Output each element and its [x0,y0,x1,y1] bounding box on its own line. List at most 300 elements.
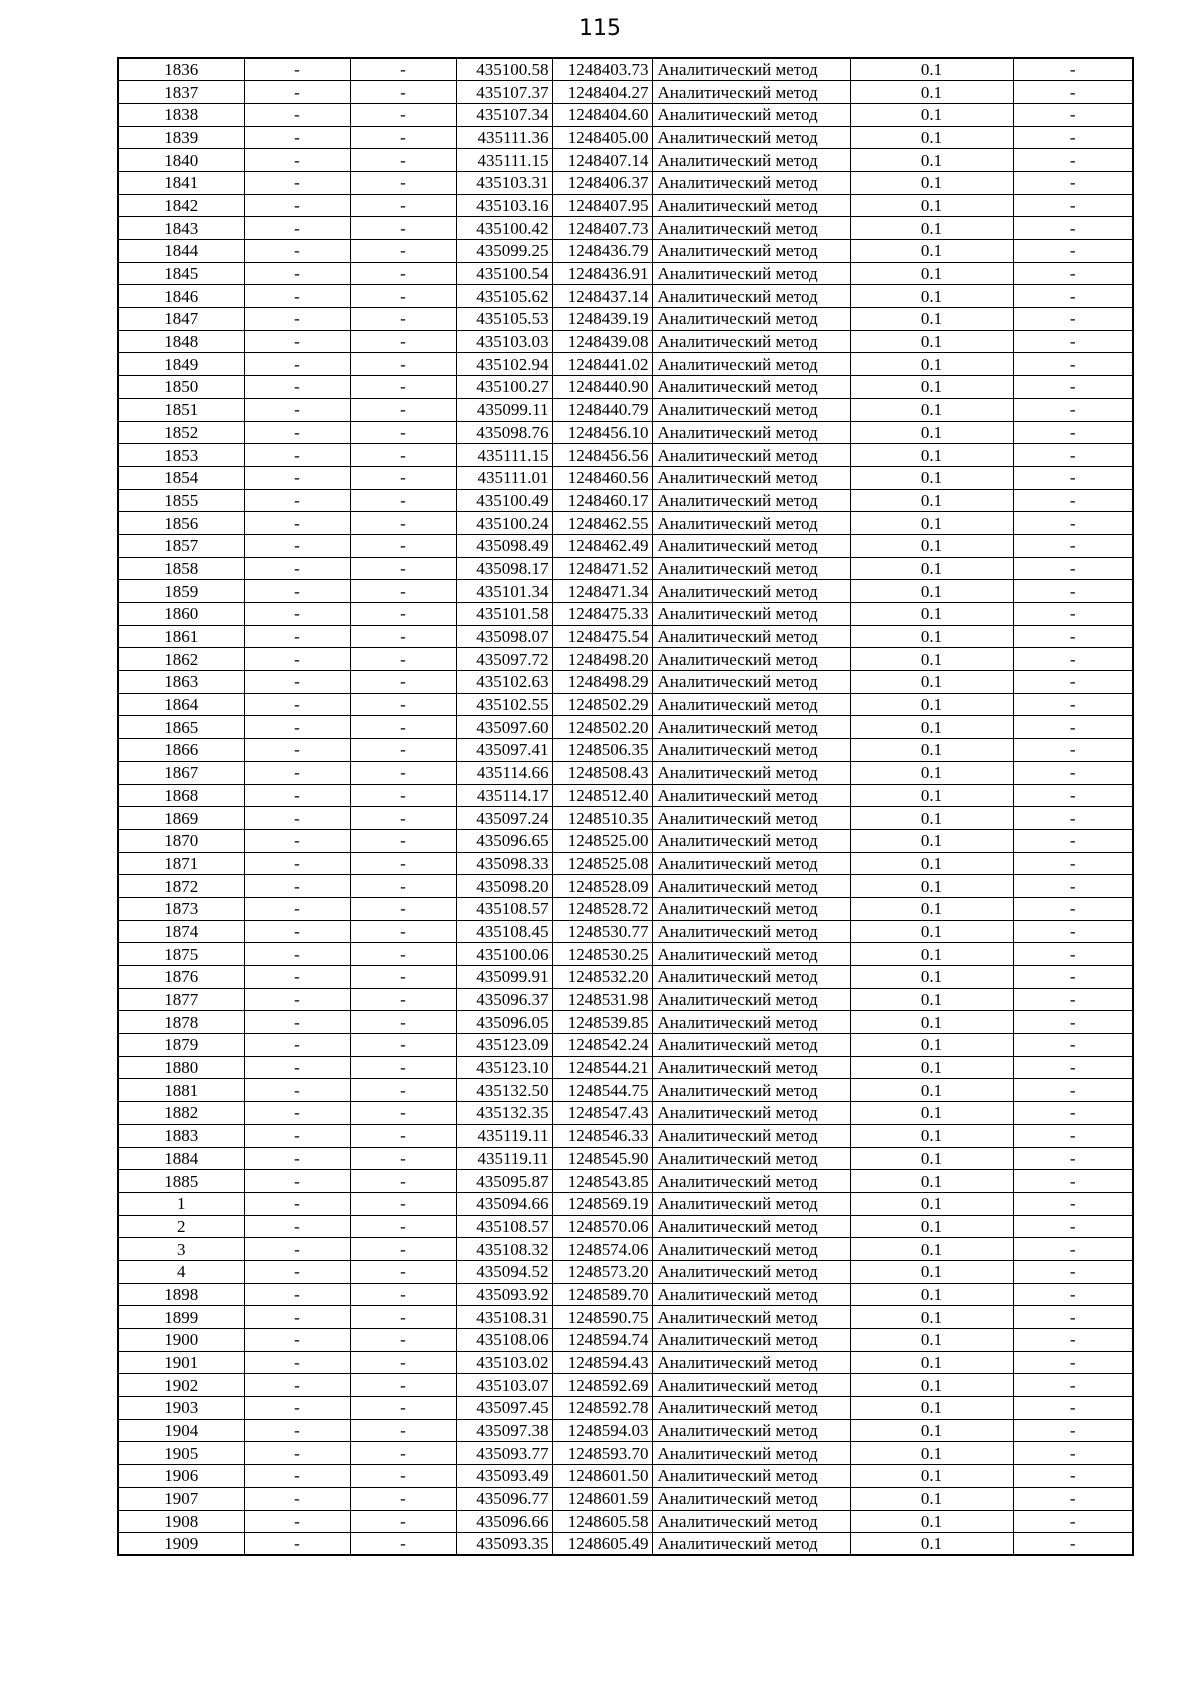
y-coordinate-cell: 1248605.58 [552,1510,652,1533]
table-row [118,557,1133,580]
method-cell: Аналитический метод [652,330,850,353]
method-cell: Аналитический метод [652,1510,850,1533]
empty-cell: - [244,1374,350,1397]
empty-cell: - [350,512,456,535]
method-cell: Аналитический метод [652,217,850,240]
accuracy-cell: 0.1 [850,988,1013,1011]
method-cell: Аналитический метод [652,240,850,263]
empty-cell: - [350,217,456,240]
point-number-cell: 1909 [118,1533,244,1556]
empty-cell: - [350,1487,456,1510]
empty-cell: - [244,897,350,920]
method-cell: Аналитический метод [652,716,850,739]
table-row [118,194,1133,217]
accuracy-cell: 0.1 [850,489,1013,512]
accuracy-cell: 0.1 [850,149,1013,172]
point-number-cell: 1880 [118,1056,244,1079]
x-coordinate-cell: 435108.06 [456,1329,552,1352]
x-coordinate-cell: 435123.09 [456,1034,552,1057]
note-cell: - [1013,852,1133,875]
empty-cell: - [244,1034,350,1057]
note-cell: - [1013,1351,1133,1374]
accuracy-cell: 0.1 [850,648,1013,671]
empty-cell: - [244,829,350,852]
x-coordinate-cell: 435132.35 [456,1102,552,1125]
table-row [118,1056,1133,1079]
method-cell: Аналитический метод [652,534,850,557]
empty-cell: - [350,285,456,308]
y-coordinate-cell: 1248525.00 [552,829,652,852]
table-row [118,829,1133,852]
point-number-cell: 2 [118,1215,244,1238]
y-coordinate-cell: 1248471.34 [552,580,652,603]
empty-cell: - [244,308,350,331]
note-cell: - [1013,126,1133,149]
empty-cell: - [350,784,456,807]
accuracy-cell: 0.1 [850,1238,1013,1261]
accuracy-cell: 0.1 [850,897,1013,920]
accuracy-cell: 0.1 [850,126,1013,149]
note-cell: - [1013,920,1133,943]
empty-cell: - [350,1079,456,1102]
method-cell: Аналитический метод [652,512,850,535]
table-row [118,1215,1133,1238]
empty-cell: - [350,852,456,875]
y-coordinate-cell: 1248506.35 [552,739,652,762]
empty-cell: - [350,376,456,399]
table-row [118,353,1133,376]
y-coordinate-cell: 1248574.06 [552,1238,652,1261]
empty-cell: - [350,966,456,989]
table-row [118,466,1133,489]
y-coordinate-cell: 1248436.79 [552,240,652,263]
empty-cell: - [350,444,456,467]
method-cell: Аналитический метод [652,262,850,285]
x-coordinate-cell: 435100.58 [456,58,552,81]
x-coordinate-cell: 435107.37 [456,81,552,104]
empty-cell: - [244,194,350,217]
table-row [118,126,1133,149]
empty-cell: - [350,716,456,739]
accuracy-cell: 0.1 [850,217,1013,240]
accuracy-cell: 0.1 [850,1397,1013,1420]
note-cell: - [1013,376,1133,399]
empty-cell: - [350,534,456,557]
empty-cell: - [350,1034,456,1057]
y-coordinate-cell: 1248590.75 [552,1306,652,1329]
note-cell: - [1013,625,1133,648]
empty-cell: - [244,103,350,126]
y-coordinate-cell: 1248570.06 [552,1215,652,1238]
accuracy-cell: 0.1 [850,920,1013,943]
x-coordinate-cell: 435093.35 [456,1533,552,1556]
point-number-cell: 1841 [118,171,244,194]
empty-cell: - [244,512,350,535]
method-cell: Аналитический метод [652,285,850,308]
method-cell: Аналитический метод [652,444,850,467]
point-number-cell: 1868 [118,784,244,807]
empty-cell: - [244,240,350,263]
x-coordinate-cell: 435099.11 [456,398,552,421]
x-coordinate-cell: 435119.11 [456,1147,552,1170]
point-number-cell: 1871 [118,852,244,875]
x-coordinate-cell: 435093.49 [456,1465,552,1488]
x-coordinate-cell: 435108.57 [456,1215,552,1238]
table-row [118,693,1133,716]
empty-cell: - [244,988,350,1011]
method-cell: Аналитический метод [652,126,850,149]
empty-cell: - [244,875,350,898]
empty-cell: - [244,1533,350,1556]
note-cell: - [1013,1442,1133,1465]
accuracy-cell: 0.1 [850,829,1013,852]
note-cell: - [1013,1374,1133,1397]
empty-cell: - [350,920,456,943]
y-coordinate-cell: 1248589.70 [552,1283,652,1306]
method-cell: Аналитический метод [652,1465,850,1488]
table-row [118,1329,1133,1352]
empty-cell: - [350,897,456,920]
table-row [118,1510,1133,1533]
accuracy-cell: 0.1 [850,171,1013,194]
x-coordinate-cell: 435102.63 [456,671,552,694]
table-row [118,534,1133,557]
accuracy-cell: 0.1 [850,693,1013,716]
empty-cell: - [244,1124,350,1147]
x-coordinate-cell: 435105.53 [456,308,552,331]
accuracy-cell: 0.1 [850,262,1013,285]
empty-cell: - [350,1397,456,1420]
empty-cell: - [244,693,350,716]
accuracy-cell: 0.1 [850,512,1013,535]
accuracy-cell: 0.1 [850,398,1013,421]
method-cell: Аналитический метод [652,784,850,807]
table-row [118,1102,1133,1125]
accuracy-cell: 0.1 [850,444,1013,467]
method-cell: Аналитический метод [652,1487,850,1510]
x-coordinate-cell: 435098.20 [456,875,552,898]
empty-cell: - [350,194,456,217]
accuracy-cell: 0.1 [850,1329,1013,1352]
empty-cell: - [244,1306,350,1329]
empty-cell: - [244,330,350,353]
y-coordinate-cell: 1248532.20 [552,966,652,989]
note-cell: - [1013,308,1133,331]
empty-cell: - [350,1442,456,1465]
table-row [118,1192,1133,1215]
empty-cell: - [244,1147,350,1170]
table-row [118,784,1133,807]
y-coordinate-cell: 1248498.29 [552,671,652,694]
method-cell: Аналитический метод [652,1397,850,1420]
empty-cell: - [350,126,456,149]
method-cell: Аналитический метод [652,1351,850,1374]
empty-cell: - [350,829,456,852]
x-coordinate-cell: 435101.58 [456,603,552,626]
empty-cell: - [350,943,456,966]
note-cell: - [1013,897,1133,920]
accuracy-cell: 0.1 [850,103,1013,126]
accuracy-cell: 0.1 [850,966,1013,989]
y-coordinate-cell: 1248525.08 [552,852,652,875]
x-coordinate-cell: 435103.02 [456,1351,552,1374]
empty-cell: - [350,1124,456,1147]
method-cell: Аналитический метод [652,1442,850,1465]
point-number-cell: 1903 [118,1397,244,1420]
empty-cell: - [244,1419,350,1442]
empty-cell: - [244,1102,350,1125]
y-coordinate-cell: 1248530.25 [552,943,652,966]
point-number-cell: 1851 [118,398,244,421]
empty-cell: - [350,625,456,648]
note-cell: - [1013,330,1133,353]
empty-cell: - [350,1533,456,1556]
x-coordinate-cell: 435102.55 [456,693,552,716]
method-cell: Аналитический метод [652,308,850,331]
method-cell: Аналитический метод [652,580,850,603]
note-cell: - [1013,1034,1133,1057]
note-cell: - [1013,1238,1133,1261]
x-coordinate-cell: 435097.72 [456,648,552,671]
empty-cell: - [244,534,350,557]
note-cell: - [1013,648,1133,671]
empty-cell: - [244,126,350,149]
point-number-cell: 4 [118,1260,244,1283]
x-coordinate-cell: 435096.77 [456,1487,552,1510]
table-row [118,330,1133,353]
point-number-cell: 1 [118,1192,244,1215]
point-number-cell: 1837 [118,81,244,104]
method-cell: Аналитический метод [652,1306,850,1329]
y-coordinate-cell: 1248460.17 [552,489,652,512]
empty-cell: - [244,1329,350,1352]
empty-cell: - [244,81,350,104]
method-cell: Аналитический метод [652,1034,850,1057]
x-coordinate-cell: 435097.38 [456,1419,552,1442]
empty-cell: - [244,1260,350,1283]
y-coordinate-cell: 1248456.56 [552,444,652,467]
y-coordinate-cell: 1248594.74 [552,1329,652,1352]
x-coordinate-cell: 435114.17 [456,784,552,807]
x-coordinate-cell: 435114.66 [456,761,552,784]
note-cell: - [1013,671,1133,694]
empty-cell: - [244,1170,350,1193]
table-row [118,1260,1133,1283]
method-cell: Аналитический метод [652,1260,850,1283]
note-cell: - [1013,1397,1133,1420]
note-cell: - [1013,1170,1133,1193]
x-coordinate-cell: 435097.45 [456,1397,552,1420]
method-cell: Аналитический метод [652,353,850,376]
point-number-cell: 1901 [118,1351,244,1374]
note-cell: - [1013,171,1133,194]
y-coordinate-cell: 1248456.10 [552,421,652,444]
note-cell: - [1013,1192,1133,1215]
empty-cell: - [350,1102,456,1125]
note-cell: - [1013,1465,1133,1488]
y-coordinate-cell: 1248531.98 [552,988,652,1011]
method-cell: Аналитический метод [652,1079,850,1102]
empty-cell: - [244,1056,350,1079]
point-number-cell: 1859 [118,580,244,603]
y-coordinate-cell: 1248460.56 [552,466,652,489]
point-number-cell: 1898 [118,1283,244,1306]
point-number-cell: 1904 [118,1419,244,1442]
table-row [118,739,1133,762]
point-number-cell: 1882 [118,1102,244,1125]
note-cell: - [1013,829,1133,852]
coordinates-table [117,57,1134,1556]
table-row [118,852,1133,875]
accuracy-cell: 0.1 [850,1487,1013,1510]
table-row [118,376,1133,399]
accuracy-cell: 0.1 [850,81,1013,104]
point-number-cell: 1854 [118,466,244,489]
accuracy-cell: 0.1 [850,784,1013,807]
point-number-cell: 1883 [118,1124,244,1147]
table-row [118,1034,1133,1057]
y-coordinate-cell: 1248407.73 [552,217,652,240]
table-row [118,58,1133,81]
note-cell: - [1013,285,1133,308]
table-row [118,512,1133,535]
x-coordinate-cell: 435108.31 [456,1306,552,1329]
empty-cell: - [350,1260,456,1283]
y-coordinate-cell: 1248404.27 [552,81,652,104]
y-coordinate-cell: 1248440.79 [552,398,652,421]
empty-cell: - [244,716,350,739]
empty-cell: - [350,398,456,421]
x-coordinate-cell: 435100.42 [456,217,552,240]
x-coordinate-cell: 435098.17 [456,557,552,580]
note-cell: - [1013,943,1133,966]
empty-cell: - [244,784,350,807]
note-cell: - [1013,81,1133,104]
empty-cell: - [350,240,456,263]
method-cell: Аналитический метод [652,943,850,966]
table-row [118,444,1133,467]
point-number-cell: 1858 [118,557,244,580]
empty-cell: - [350,1283,456,1306]
x-coordinate-cell: 435096.65 [456,829,552,852]
point-number-cell: 1879 [118,1034,244,1057]
note-cell: - [1013,1056,1133,1079]
empty-cell: - [244,625,350,648]
note-cell: - [1013,217,1133,240]
table-row [118,988,1133,1011]
point-number-cell: 3 [118,1238,244,1261]
empty-cell: - [244,671,350,694]
point-number-cell: 1848 [118,330,244,353]
point-number-cell: 1838 [118,103,244,126]
y-coordinate-cell: 1248403.73 [552,58,652,81]
y-coordinate-cell: 1248471.52 [552,557,652,580]
y-coordinate-cell: 1248573.20 [552,1260,652,1283]
table-row [118,489,1133,512]
x-coordinate-cell: 435098.49 [456,534,552,557]
x-coordinate-cell: 435103.31 [456,171,552,194]
point-number-cell: 1874 [118,920,244,943]
point-number-cell: 1900 [118,1329,244,1352]
x-coordinate-cell: 435094.66 [456,1192,552,1215]
empty-cell: - [244,1283,350,1306]
point-number-cell: 1861 [118,625,244,648]
table-row [118,240,1133,263]
x-coordinate-cell: 435111.01 [456,466,552,489]
x-coordinate-cell: 435098.33 [456,852,552,875]
method-cell: Аналитический метод [652,103,850,126]
page-number: 115 [579,16,621,41]
method-cell: Аналитический метод [652,875,850,898]
table-row [118,1170,1133,1193]
table-row [118,761,1133,784]
point-number-cell: 1906 [118,1465,244,1488]
note-cell: - [1013,693,1133,716]
empty-cell: - [244,1215,350,1238]
empty-cell: - [244,1465,350,1488]
x-coordinate-cell: 435100.06 [456,943,552,966]
empty-cell: - [244,1192,350,1215]
x-coordinate-cell: 435100.54 [456,262,552,285]
method-cell: Аналитический метод [652,398,850,421]
accuracy-cell: 0.1 [850,58,1013,81]
table-row [118,1442,1133,1465]
y-coordinate-cell: 1248530.77 [552,920,652,943]
note-cell: - [1013,1306,1133,1329]
empty-cell: - [350,58,456,81]
table-row [118,716,1133,739]
y-coordinate-cell: 1248594.03 [552,1419,652,1442]
empty-cell: - [350,875,456,898]
x-coordinate-cell: 435111.15 [456,444,552,467]
y-coordinate-cell: 1248437.14 [552,285,652,308]
empty-cell: - [350,1170,456,1193]
x-coordinate-cell: 435119.11 [456,1124,552,1147]
method-cell: Аналитический метод [652,966,850,989]
x-coordinate-cell: 435100.49 [456,489,552,512]
empty-cell: - [244,444,350,467]
empty-cell: - [350,171,456,194]
note-cell: - [1013,1533,1133,1556]
empty-cell: - [244,1238,350,1261]
empty-cell: - [350,308,456,331]
empty-cell: - [350,353,456,376]
note-cell: - [1013,512,1133,535]
x-coordinate-cell: 435107.34 [456,103,552,126]
note-cell: - [1013,1487,1133,1510]
x-coordinate-cell: 435097.60 [456,716,552,739]
y-coordinate-cell: 1248544.75 [552,1079,652,1102]
point-number-cell: 1908 [118,1510,244,1533]
empty-cell: - [244,557,350,580]
point-number-cell: 1862 [118,648,244,671]
table-row [118,1487,1133,1510]
empty-cell: - [350,1329,456,1352]
empty-cell: - [350,1419,456,1442]
empty-cell: - [350,103,456,126]
table-row [118,920,1133,943]
table-row [118,1465,1133,1488]
note-cell: - [1013,784,1133,807]
point-number-cell: 1884 [118,1147,244,1170]
x-coordinate-cell: 435095.87 [456,1170,552,1193]
point-number-cell: 1865 [118,716,244,739]
point-number-cell: 1899 [118,1306,244,1329]
y-coordinate-cell: 1248605.49 [552,1533,652,1556]
empty-cell: - [244,1487,350,1510]
table-row [118,1079,1133,1102]
x-coordinate-cell: 435132.50 [456,1079,552,1102]
